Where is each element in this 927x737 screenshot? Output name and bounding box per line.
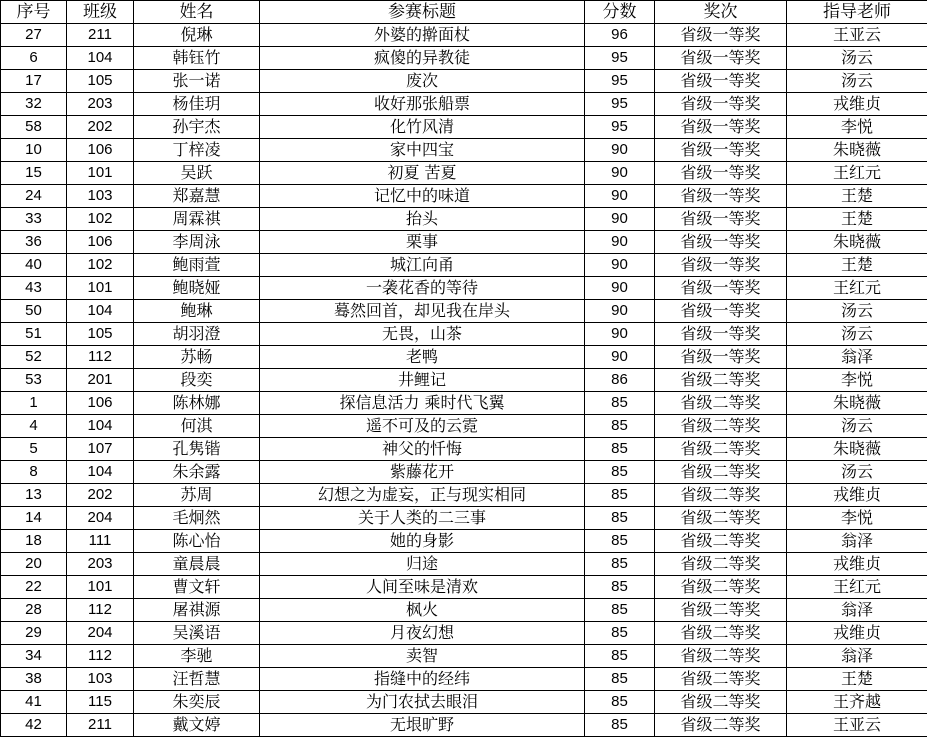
cell-award: 省级一等奖 <box>655 139 787 162</box>
cell-title: 人间至味是清欢 <box>260 576 585 599</box>
cell-teacher: 李悦 <box>787 507 927 530</box>
cell-teacher: 王齐越 <box>787 691 927 714</box>
cell-name: 胡羽澄 <box>134 323 260 346</box>
table-row <box>1 714 927 737</box>
cell-score: 85 <box>585 530 655 553</box>
cell-class: 202 <box>67 116 134 139</box>
cell-class: 104 <box>67 415 134 438</box>
cell-score: 85 <box>585 622 655 645</box>
cell-name: 屠祺源 <box>134 599 260 622</box>
cell-class: 115 <box>67 691 134 714</box>
table-row <box>1 24 927 47</box>
header-class: 班级 <box>67 1 134 24</box>
cell-name: 杨佳玥 <box>134 93 260 116</box>
cell-seq: 4 <box>1 415 67 438</box>
cell-award: 省级一等奖 <box>655 254 787 277</box>
cell-name: 苏畅 <box>134 346 260 369</box>
cell-title: 一袭花香的等待 <box>260 277 585 300</box>
table-row <box>1 645 927 668</box>
cell-seq: 40 <box>1 254 67 277</box>
cell-class: 104 <box>67 47 134 70</box>
cell-name: 鲍晓娅 <box>134 277 260 300</box>
cell-score: 90 <box>585 254 655 277</box>
cell-teacher: 汤云 <box>787 47 927 70</box>
table-row <box>1 116 927 139</box>
cell-award: 省级一等奖 <box>655 231 787 254</box>
cell-title: 家中四宝 <box>260 139 585 162</box>
cell-teacher: 王楚 <box>787 668 927 691</box>
cell-name: 鲍琳 <box>134 300 260 323</box>
cell-seq: 14 <box>1 507 67 530</box>
cell-seq: 53 <box>1 369 67 392</box>
cell-award: 省级一等奖 <box>655 300 787 323</box>
cell-award: 省级一等奖 <box>655 185 787 208</box>
table-row <box>1 392 927 415</box>
cell-award: 省级二等奖 <box>655 553 787 576</box>
cell-name: 朱余露 <box>134 461 260 484</box>
header-score: 分数 <box>585 1 655 24</box>
cell-name: 鲍雨萱 <box>134 254 260 277</box>
cell-score: 90 <box>585 277 655 300</box>
cell-teacher: 王红元 <box>787 277 927 300</box>
cell-seq: 10 <box>1 139 67 162</box>
cell-name: 李驰 <box>134 645 260 668</box>
cell-class: 106 <box>67 392 134 415</box>
cell-class: 211 <box>67 24 134 47</box>
cell-name: 戴文婷 <box>134 714 260 737</box>
cell-score: 90 <box>585 231 655 254</box>
cell-score: 90 <box>585 208 655 231</box>
cell-award: 省级二等奖 <box>655 599 787 622</box>
cell-title: 探信息活力 乘时代飞翼 <box>260 392 585 415</box>
cell-score: 85 <box>585 553 655 576</box>
cell-teacher: 王楚 <box>787 208 927 231</box>
cell-teacher: 戎维贞 <box>787 622 927 645</box>
cell-class: 105 <box>67 323 134 346</box>
table-row <box>1 415 927 438</box>
cell-seq: 8 <box>1 461 67 484</box>
cell-award: 省级二等奖 <box>655 622 787 645</box>
cell-class: 101 <box>67 277 134 300</box>
cell-name: 段奕 <box>134 369 260 392</box>
cell-name: 周霖祺 <box>134 208 260 231</box>
cell-name: 吴溪语 <box>134 622 260 645</box>
cell-award: 省级二等奖 <box>655 392 787 415</box>
header-name: 姓名 <box>134 1 260 24</box>
table-row <box>1 231 927 254</box>
cell-seq: 36 <box>1 231 67 254</box>
table-row <box>1 208 927 231</box>
table-row <box>1 70 927 93</box>
cell-class: 112 <box>67 599 134 622</box>
cell-teacher: 朱晓薇 <box>787 438 927 461</box>
table-row <box>1 553 927 576</box>
cell-teacher: 朱晓薇 <box>787 139 927 162</box>
cell-score: 85 <box>585 438 655 461</box>
cell-class: 201 <box>67 369 134 392</box>
cell-award: 省级二等奖 <box>655 714 787 737</box>
cell-teacher: 朱晓薇 <box>787 231 927 254</box>
cell-title: 初夏 苦夏 <box>260 162 585 185</box>
cell-teacher: 王亚云 <box>787 24 927 47</box>
cell-teacher: 朱晓薇 <box>787 392 927 415</box>
cell-title: 月夜幻想 <box>260 622 585 645</box>
cell-class: 105 <box>67 70 134 93</box>
cell-title: 井鲤记 <box>260 369 585 392</box>
cell-award: 省级一等奖 <box>655 162 787 185</box>
cell-title: 她的身影 <box>260 530 585 553</box>
cell-name: 毛炯然 <box>134 507 260 530</box>
cell-class: 101 <box>67 162 134 185</box>
cell-name: 吴跃 <box>134 162 260 185</box>
table-row <box>1 185 927 208</box>
cell-name: 童晨晨 <box>134 553 260 576</box>
cell-award: 省级二等奖 <box>655 484 787 507</box>
cell-teacher: 翁泽 <box>787 599 927 622</box>
cell-award: 省级二等奖 <box>655 507 787 530</box>
cell-score: 90 <box>585 139 655 162</box>
cell-name: 郑嘉慧 <box>134 185 260 208</box>
cell-teacher: 戎维贞 <box>787 553 927 576</box>
cell-award: 省级一等奖 <box>655 323 787 346</box>
cell-teacher: 王亚云 <box>787 714 927 737</box>
cell-score: 96 <box>585 24 655 47</box>
cell-class: 203 <box>67 93 134 116</box>
cell-score: 90 <box>585 185 655 208</box>
table-row <box>1 576 927 599</box>
cell-title: 遥不可及的云霓 <box>260 415 585 438</box>
cell-score: 90 <box>585 162 655 185</box>
cell-score: 90 <box>585 323 655 346</box>
cell-title: 抬头 <box>260 208 585 231</box>
table-row <box>1 691 927 714</box>
table-row <box>1 369 927 392</box>
cell-title: 栗事 <box>260 231 585 254</box>
cell-name: 孙宇杰 <box>134 116 260 139</box>
cell-class: 202 <box>67 484 134 507</box>
cell-class: 104 <box>67 461 134 484</box>
cell-name: 韩钰竹 <box>134 47 260 70</box>
cell-class: 107 <box>67 438 134 461</box>
cell-seq: 24 <box>1 185 67 208</box>
cell-class: 112 <box>67 346 134 369</box>
cell-title: 收好那张船票 <box>260 93 585 116</box>
cell-score: 85 <box>585 461 655 484</box>
cell-award: 省级一等奖 <box>655 70 787 93</box>
cell-seq: 50 <box>1 300 67 323</box>
cell-title: 城江向甬 <box>260 254 585 277</box>
cell-teacher: 汤云 <box>787 323 927 346</box>
cell-class: 103 <box>67 668 134 691</box>
cell-title: 无畏，山茶 <box>260 323 585 346</box>
table-row <box>1 346 927 369</box>
cell-class: 203 <box>67 553 134 576</box>
cell-award: 省级二等奖 <box>655 530 787 553</box>
cell-teacher: 汤云 <box>787 70 927 93</box>
cell-name: 丁梓凌 <box>134 139 260 162</box>
table-row <box>1 162 927 185</box>
cell-score: 85 <box>585 691 655 714</box>
cell-seq: 20 <box>1 553 67 576</box>
cell-class: 102 <box>67 254 134 277</box>
cell-name: 何淇 <box>134 415 260 438</box>
cell-title: 无垠旷野 <box>260 714 585 737</box>
cell-teacher: 李悦 <box>787 116 927 139</box>
cell-class: 103 <box>67 185 134 208</box>
cell-name: 陈林娜 <box>134 392 260 415</box>
table-row <box>1 599 927 622</box>
cell-title: 指缝中的经纬 <box>260 668 585 691</box>
cell-title: 幻想之为虚妄，正与现实相同 <box>260 484 585 507</box>
cell-seq: 18 <box>1 530 67 553</box>
cell-title: 关于人类的二三事 <box>260 507 585 530</box>
cell-title: 疯傻的异教徒 <box>260 47 585 70</box>
cell-seq: 29 <box>1 622 67 645</box>
cell-award: 省级一等奖 <box>655 116 787 139</box>
cell-score: 85 <box>585 668 655 691</box>
cell-award: 省级一等奖 <box>655 346 787 369</box>
cell-score: 85 <box>585 484 655 507</box>
cell-name: 陈心怡 <box>134 530 260 553</box>
cell-seq: 17 <box>1 70 67 93</box>
cell-award: 省级二等奖 <box>655 461 787 484</box>
cell-teacher: 王红元 <box>787 162 927 185</box>
cell-teacher: 王楚 <box>787 185 927 208</box>
cell-teacher: 李悦 <box>787 369 927 392</box>
cell-teacher: 戎维贞 <box>787 484 927 507</box>
cell-title: 枫火 <box>260 599 585 622</box>
cell-score: 85 <box>585 392 655 415</box>
cell-seq: 52 <box>1 346 67 369</box>
cell-award: 省级一等奖 <box>655 208 787 231</box>
cell-title: 外婆的擀面杖 <box>260 24 585 47</box>
cell-teacher: 戎维贞 <box>787 93 927 116</box>
table-body <box>1 24 927 737</box>
cell-teacher: 王红元 <box>787 576 927 599</box>
cell-teacher: 翁泽 <box>787 645 927 668</box>
cell-seq: 27 <box>1 24 67 47</box>
cell-title: 废次 <box>260 70 585 93</box>
cell-class: 111 <box>67 530 134 553</box>
cell-score: 90 <box>585 346 655 369</box>
cell-teacher: 翁泽 <box>787 346 927 369</box>
cell-seq: 5 <box>1 438 67 461</box>
table-row <box>1 277 927 300</box>
table-row <box>1 530 927 553</box>
cell-award: 省级二等奖 <box>655 415 787 438</box>
cell-score: 95 <box>585 116 655 139</box>
cell-score: 85 <box>585 576 655 599</box>
cell-score: 86 <box>585 369 655 392</box>
table-row <box>1 507 927 530</box>
cell-teacher: 王楚 <box>787 254 927 277</box>
cell-seq: 33 <box>1 208 67 231</box>
table-row <box>1 668 927 691</box>
cell-seq: 43 <box>1 277 67 300</box>
cell-teacher: 汤云 <box>787 300 927 323</box>
cell-award: 省级二等奖 <box>655 645 787 668</box>
cell-name: 汪哲慧 <box>134 668 260 691</box>
cell-award: 省级二等奖 <box>655 691 787 714</box>
header-row <box>1 1 927 24</box>
table-row <box>1 254 927 277</box>
table-row <box>1 139 927 162</box>
cell-title: 蓦然回首，却见我在岸头 <box>260 300 585 323</box>
cell-award: 省级一等奖 <box>655 47 787 70</box>
cell-title: 神父的忏悔 <box>260 438 585 461</box>
cell-class: 204 <box>67 622 134 645</box>
cell-seq: 42 <box>1 714 67 737</box>
cell-seq: 15 <box>1 162 67 185</box>
cell-class: 104 <box>67 300 134 323</box>
cell-seq: 51 <box>1 323 67 346</box>
cell-seq: 32 <box>1 93 67 116</box>
cell-score: 90 <box>585 300 655 323</box>
cell-class: 204 <box>67 507 134 530</box>
cell-score: 85 <box>585 599 655 622</box>
cell-award: 省级二等奖 <box>655 668 787 691</box>
cell-award: 省级一等奖 <box>655 24 787 47</box>
header-award: 奖次 <box>655 1 787 24</box>
cell-class: 211 <box>67 714 134 737</box>
cell-seq: 6 <box>1 47 67 70</box>
cell-teacher: 汤云 <box>787 461 927 484</box>
cell-name: 张一诺 <box>134 70 260 93</box>
table-row <box>1 323 927 346</box>
cell-award: 省级二等奖 <box>655 576 787 599</box>
cell-score: 85 <box>585 645 655 668</box>
cell-title: 化竹风清 <box>260 116 585 139</box>
cell-seq: 1 <box>1 392 67 415</box>
cell-score: 85 <box>585 507 655 530</box>
cell-award: 省级一等奖 <box>655 93 787 116</box>
cell-title: 紫藤花开 <box>260 461 585 484</box>
cell-class: 106 <box>67 139 134 162</box>
table-row <box>1 93 927 116</box>
cell-seq: 28 <box>1 599 67 622</box>
cell-award: 省级二等奖 <box>655 369 787 392</box>
cell-award: 省级二等奖 <box>655 438 787 461</box>
header-title: 参赛标题 <box>260 1 585 24</box>
cell-title: 记忆中的味道 <box>260 185 585 208</box>
cell-seq: 41 <box>1 691 67 714</box>
cell-class: 101 <box>67 576 134 599</box>
cell-class: 106 <box>67 231 134 254</box>
cell-name: 李周泳 <box>134 231 260 254</box>
table-row <box>1 47 927 70</box>
cell-teacher: 汤云 <box>787 415 927 438</box>
cell-name: 曹文轩 <box>134 576 260 599</box>
cell-seq: 38 <box>1 668 67 691</box>
cell-score: 85 <box>585 415 655 438</box>
cell-teacher: 翁泽 <box>787 530 927 553</box>
cell-award: 省级一等奖 <box>655 277 787 300</box>
table-row <box>1 484 927 507</box>
cell-score: 95 <box>585 93 655 116</box>
cell-title: 归途 <box>260 553 585 576</box>
cell-title: 为门农拭去眼泪 <box>260 691 585 714</box>
cell-class: 102 <box>67 208 134 231</box>
cell-seq: 22 <box>1 576 67 599</box>
table-row <box>1 461 927 484</box>
cell-title: 老鸭 <box>260 346 585 369</box>
cell-name: 朱奕辰 <box>134 691 260 714</box>
cell-name: 倪琳 <box>134 24 260 47</box>
cell-title: 卖智 <box>260 645 585 668</box>
cell-seq: 58 <box>1 116 67 139</box>
cell-score: 85 <box>585 714 655 737</box>
table-row <box>1 438 927 461</box>
cell-name: 孔隽锴 <box>134 438 260 461</box>
cell-name: 苏周 <box>134 484 260 507</box>
cell-score: 95 <box>585 70 655 93</box>
cell-score: 95 <box>585 47 655 70</box>
header-teacher: 指导老师 <box>787 1 927 24</box>
header-seq: 序号 <box>1 1 67 24</box>
cell-class: 112 <box>67 645 134 668</box>
table-row <box>1 300 927 323</box>
cell-seq: 13 <box>1 484 67 507</box>
cell-seq: 34 <box>1 645 67 668</box>
table-row <box>1 622 927 645</box>
